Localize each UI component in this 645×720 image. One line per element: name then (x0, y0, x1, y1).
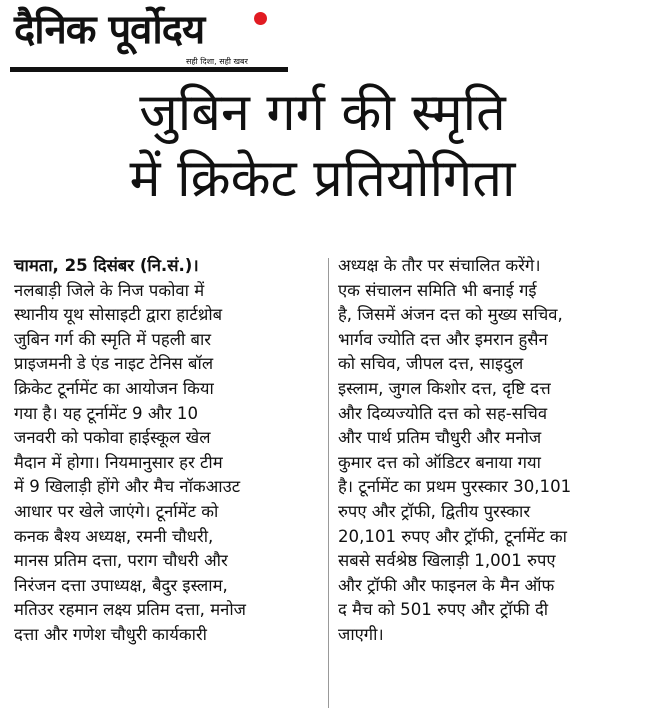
masthead-rule (10, 67, 288, 72)
article-text-line: जुबिन गर्ग की स्मृति में पहली बार (14, 329, 212, 349)
article-text-line: आधार पर खेले जाएंगे। टूर्नामेंट को (14, 501, 219, 521)
article-text-line: मैदान में होगा। नियमानुसार हर टीम (14, 452, 223, 472)
article-text-line: है, जिसमें अंजन दत्त को मुख्य सचिव, (338, 305, 563, 325)
article-text-line: है। टूर्नामेंट का प्रथम पुरस्कार 30,101 (338, 477, 572, 497)
article-text-line: अध्यक्ष के तौर पर संचालित करेंगे। (338, 256, 541, 275)
article-text-line: कुमार दत्त को ऑडिटर बनाया गया (338, 452, 541, 472)
article-text-line: सबसे सर्वश्रेष्ठ खिलाड़ी 1,001 रुपए (338, 551, 556, 571)
masthead-title: दैनिक पूर्वोदय (14, 7, 205, 53)
article-text-line: कनक बैश्य अध्यक्ष, रमनी चौधरी, (14, 526, 214, 546)
article-text-line: निरंजन दत्ता उपाध्यक्ष, बैदुर इस्लाम, (14, 575, 228, 595)
article-text-line: एक संचालन समिति भी बनाई गई (338, 280, 537, 300)
masthead-tagline: सही दिशा, सही खबर (186, 57, 248, 66)
article-text-line: क्रिकेट टूर्नामेंट का आयोजन किया (14, 378, 214, 398)
article-text-line: जाएगी। (338, 624, 384, 644)
article-text-line: में 9 खिलाड़ी होंगे और मैच नॉकआउट (14, 477, 241, 497)
column-divider (328, 258, 329, 708)
masthead (6, 4, 296, 74)
article-text-line: दत्ता और गणेश चौधुरी कार्यकारी (14, 624, 207, 644)
headline-line: जुबिन गर्ग की स्मृति (139, 83, 506, 143)
article-text-line: नलबाड़ी जिले के निज पकोवा में (14, 280, 205, 300)
article-text-line: स्थानीय यूथ सोसाइटी द्वारा हार्टथ्रोब (14, 305, 223, 325)
article-text-line: और पार्थ प्रतिम चौधुरी और मनोज (338, 428, 542, 448)
article-text-line: 20,101 रुपए और ट्रॉफी, टूर्नामेंट का (338, 526, 567, 546)
article-text-line: को सचिव, जीपल दत्त, साइदुल (338, 354, 524, 374)
article-text-line: और दिव्यज्योति दत्त को सह-सचिव (338, 403, 548, 423)
article-text-line: इस्लाम, जुगल किशोर दत्त, दृष्टि दत्त (338, 378, 551, 398)
headline-line: में क्रिकेट प्रतियोगिता (129, 149, 516, 209)
article-text-line: गया है। यह टूर्नामेंट 9 और 10 (14, 403, 199, 423)
article-text-line: द मैच को 501 रुपए और ट्रॉफी दी (338, 600, 549, 620)
article-text-line: मतिउर रहमान लक्ष्य प्रतिम दत्ता, मनोज (14, 600, 246, 620)
article-text-line: जनवरी को पकोवा हाईस्कूल खेल (14, 428, 211, 448)
article-text-line: भार्गव ज्योति दत्त और इमरान हुसैन (338, 329, 548, 349)
article-text-line: रुपए और ट्रॉफी, द्वितीय पुरस्कार (338, 501, 531, 521)
dateline: चामता, 25 दिसंबर (नि.सं.)। (14, 256, 199, 275)
masthead-logo-dot (254, 12, 267, 25)
article-text-line: मानस प्रतिम दत्ता, पराग चौधरी और (14, 551, 228, 571)
article-column-right (338, 254, 638, 648)
article-text-line: प्राइजमनी डे एंड नाइट टेनिस बॉल (14, 354, 214, 374)
article-headline (0, 80, 645, 212)
article-column-left (14, 254, 314, 648)
article-text-line: और ट्रॉफी और फाइनल के मैन ऑफ (338, 575, 555, 595)
